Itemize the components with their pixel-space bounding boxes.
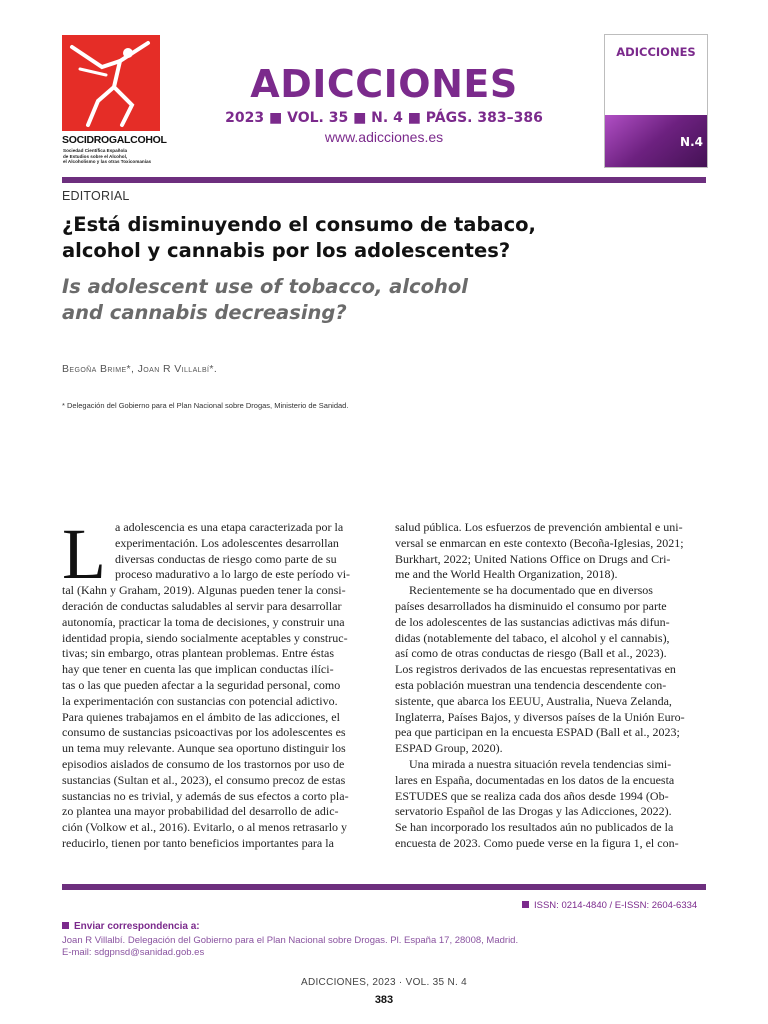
cover-issue-number: N.4 [680, 135, 703, 149]
text-line: Los registros derivados de las encuestas representativas en [395, 662, 676, 677]
text-line: autonomía, practicar la toma de decisiones, y construir una [62, 614, 345, 629]
text-line: Burkhart, 2022; United Nations Office on Drugs and Cri- [395, 551, 671, 566]
text-line: encuesta de 2023. Como puede verse en la figura 1, el con- [395, 835, 679, 850]
text-line: diversas conductas de riesgo como parte de su [115, 551, 337, 566]
text-line: Se han incorporado los resultados aún no publicados de la [395, 820, 674, 835]
text-line: Para quienes trabajamos en el ámbito de las adicciones, el [62, 709, 340, 724]
text-line: pea que participan en la encuesta ESPAD (Ball et al., 2023; [395, 725, 680, 740]
text-line: tivas; sin embargo, otras plantean problemas. Entre éstas [62, 646, 335, 661]
society-name: SOCIDROGALCOHOL [62, 134, 167, 146]
author-affiliation: * Delegación del Gobierno para el Plan Nacional sobre Drogas, Ministerio de Sanidad. [62, 401, 349, 410]
society-logo [62, 35, 174, 165]
page-number: 383 [374, 994, 394, 1006]
correspondence-address: Joan R Villalbí. Delegación del Gobierno para el Plan Nacional sobre Drogas. Pl. España 17, 28008, Madrid. [62, 935, 519, 946]
text-line: ESTUDES que se realiza cada dos años desde 1994 (Ob- [395, 788, 669, 803]
body-column-right [395, 520, 705, 852]
text-line: Una mirada a nuestra situación revela tendencias simi- [409, 756, 672, 771]
paragraph [395, 520, 705, 583]
text-line: reducirlo, tienen por tanto beneficios importantes para la [62, 835, 334, 850]
cover-title: ADICCIONES [616, 45, 696, 59]
journal-title: ADICCIONES [250, 62, 518, 106]
body-text-left [62, 514, 372, 852]
footer-divider [62, 884, 706, 890]
text-line: deración de conductas saludables al servir para desarrollar [62, 598, 342, 613]
text-line: proceso madurativo a lo largo de este período vi- [115, 567, 351, 582]
text-line: hay que tener en cuenta las que implican conductas ilíci- [62, 662, 334, 677]
text-line: tal (Kahn y Graham, 2019). Algunas pueden tener la consi- [62, 583, 346, 598]
text-line: sustancias no es trivial, y además de sus efectos a corto pla- [62, 788, 349, 803]
cover-thumbnail [604, 34, 708, 168]
text-line: tas o las que pueden afectar a la seguridad personal, como [62, 677, 341, 692]
text-line: identidad propia, siendo socialmente aceptables y construc- [62, 630, 348, 645]
text-line: de los adolescentes de las sustancias adictivas más difun- [395, 614, 670, 629]
text-line: esta población muestran una tendencia descendente con- [395, 677, 667, 692]
issue-info: 2023 ■ VOL. 35 ■ N. 4 ■ PÁGS. 383–386 [225, 110, 543, 126]
body-column-left [62, 514, 372, 852]
correspondence-email-link[interactable]: E-mail: sdgpnsd@sanidad.gob.es [62, 947, 205, 958]
text-line: lares en España, documentadas en los datos de la encuesta [395, 772, 675, 787]
text-line: Recientemente se ha documentado que en diversos [409, 583, 653, 598]
paragraph [395, 583, 705, 757]
society-subtitle: Sociedad Científica Española de Estudios sobre el Alcohol, el Alcoholismo y las otras Toxicomanías [63, 148, 152, 165]
text-line: experimentación. Los adolescentes desarrollan [115, 535, 339, 550]
article-title-spanish: ¿Está disminuyendo el consumo de tabaco, alcohol y cannabis por los adolescentes? [62, 213, 536, 262]
journal-url-link[interactable]: www.adicciones.es [324, 129, 444, 145]
paragraph [395, 757, 705, 852]
section-label: EDITORIAL [62, 189, 130, 203]
text-line: me and the World Health Organization, 2018). [395, 567, 618, 582]
square-bullet-icon [62, 922, 69, 929]
drop-cap: L [62, 514, 106, 594]
text-line: Inglaterra, Países Bajos, y diversos países de la Unión Euro- [395, 709, 685, 724]
article-title-english: Is adolescent use of tobacco, alcohol and cannabis decreasing? [62, 275, 468, 324]
text-line: ción (Volkow et al., 2016). Evitarlo, o al menos retrasarlo y [62, 820, 348, 835]
text-line: salud pública. Los esfuerzos de prevención ambiental e uni- [395, 520, 683, 534]
text-line: didas (notablemente del tabaco, el alcohol y el cannabis), [395, 630, 670, 645]
issn-info: ISSN: 0214-4840 / E-ISSN: 2604-6334 [522, 900, 697, 911]
correspondence-heading: Enviar correspondencia a: [62, 921, 200, 932]
text-line: así como de otras conductas de riesgo (Ball et al., 2023). [395, 646, 667, 661]
text-line: servatorio Español de las Drogas y las Adicciones, 2022). [395, 804, 672, 819]
header-divider [62, 177, 706, 183]
text-line: sustancias (Sultan et al., 2023), el consumo precoz de estas [62, 772, 346, 787]
text-line: la experimentación con sustancias con potencial adictivo. [62, 693, 338, 708]
text-line: sistente, que abarca los EEUU, Australia, Nueva Zelanda, [395, 693, 672, 708]
text-line: a adolescencia es una etapa caracterizada por la [115, 520, 344, 534]
logo-figure-icon [62, 35, 160, 131]
text-line: ESPAD Group, 2020). [395, 741, 503, 756]
text-line: episodios aislados de consumo de los trastornos por uso de [62, 756, 345, 771]
square-bullet-icon [522, 901, 529, 908]
text-line: países desarrollados ha disminuido el consumo por parte [395, 598, 667, 613]
author-list: Begoña Brime*, Joan R Villalbí*. [62, 363, 218, 375]
text-line: versal se enmarcan en este contexto (Becoña-Iglesias, 2021; [395, 535, 684, 550]
text-line: un tema muy relevante. Aunque sea oportuno distinguir los [62, 741, 346, 756]
running-footer: ADICCIONES, 2023 · VOL. 35 N. 4 [300, 977, 468, 988]
text-line: consumo de sustancias psicoactivas por los adolescentes es [62, 725, 346, 740]
text-line: zo plantea una mayor probabilidad del desarrollo de adic- [62, 804, 339, 819]
